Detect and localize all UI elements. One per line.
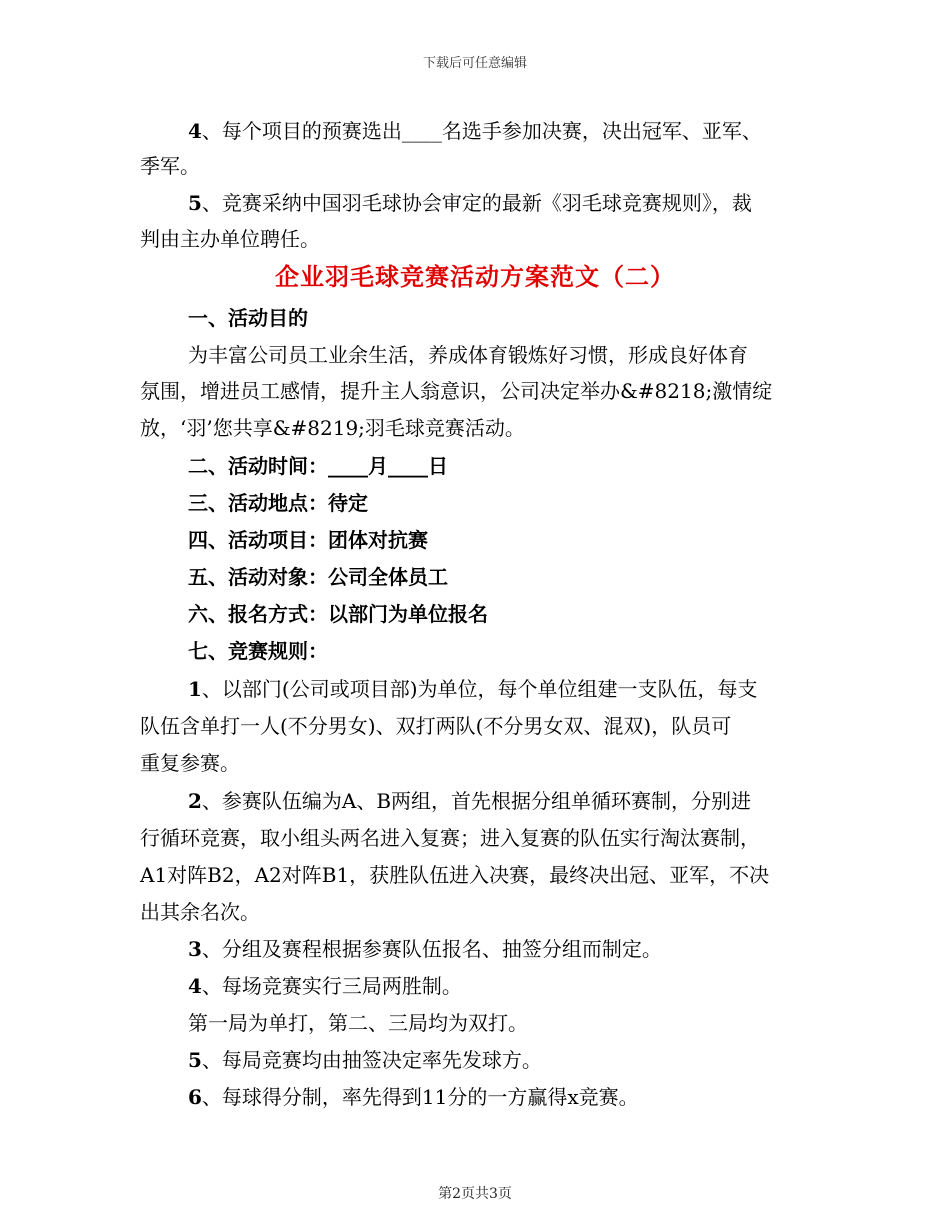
- item-number: 5: [188, 191, 202, 215]
- section-heading: 七、竞赛规则：: [188, 639, 328, 663]
- paragraph-line: 判由主办单位聘任。: [140, 227, 320, 251]
- section-heading: 二、活动时间：____月____日: [188, 454, 448, 478]
- item-number: 1: [188, 677, 202, 701]
- section-heading: 五、活动对象：公司全体员工: [188, 565, 448, 589]
- item-number: 2: [188, 789, 202, 813]
- paragraph-line: 行循环竞赛，取小组头两名进入复赛；进入复赛的队伍实行淘汰赛制，: [140, 826, 760, 850]
- paragraph-line: 重复参赛。: [140, 751, 240, 775]
- item-number: 5: [188, 1048, 202, 1072]
- paragraph-line: 为丰富公司员工业余生活，养成体育锻炼好习惯，形成良好体育: [188, 343, 748, 367]
- item-number: 3: [188, 937, 202, 961]
- paragraph-line: 5、每局竞赛均由抽签决定率先发球方。: [188, 1048, 542, 1072]
- section-heading: 一、活动目的: [188, 306, 308, 330]
- item-number: 6: [188, 1085, 202, 1109]
- item-number: 4: [188, 974, 202, 998]
- paragraph-line: 4、每个项目的预赛选出____名选手参加决赛，决出冠军、亚军、: [188, 119, 762, 143]
- document-title: 企业羽毛球竞赛活动方案范文（二）: [275, 262, 675, 291]
- paragraph-line: 2、参赛队伍编为A、B两组，首先根据分组单循环赛制，分别进: [188, 789, 752, 813]
- paragraph-line: 4、每场竞赛实行三局两胜制。: [188, 974, 462, 998]
- page-header: 下载后可任意编辑: [422, 56, 527, 71]
- section-heading: 四、活动项目：团体对抗赛: [188, 528, 428, 552]
- paragraph-line: 第一局为单打，第二、三局均为双打。: [188, 1011, 528, 1035]
- paragraph-line: 1、以部门(公司或项目部)为单位，每个单位组建一支队伍，每支: [188, 677, 758, 701]
- page-footer: 第2页共3页: [438, 1186, 512, 1202]
- paragraph-line: 3、分组及赛程根据参赛队伍报名、抽签分组而制定。: [188, 937, 662, 961]
- paragraph-line: 6、每球得分制，率先得到11分的一方赢得x竞赛。: [188, 1085, 639, 1109]
- section-heading: 六、报名方式：以部门为单位报名: [188, 602, 488, 626]
- paragraph-line: 季军。: [140, 154, 200, 178]
- paragraph-line: 氛围，增进员工感情，提升主人翁意识，公司决定举办&#8218;激情绽: [140, 379, 773, 403]
- paragraph-line: 放，‘羽’您共享&#8219;羽毛球竞赛活动。: [140, 416, 525, 440]
- paragraph-line: 5、竞赛采纳中国羽毛球协会审定的最新《羽毛球竞赛规则》，裁: [188, 191, 752, 215]
- paragraph-line: 队伍含单打一人(不分男女)、双打两队(不分男女双、混双)，队员可: [140, 714, 732, 738]
- paragraph-line: 出其余名次。: [140, 900, 260, 924]
- item-number: 4: [188, 119, 202, 143]
- paragraph-line: A1对阵B2，A2对阵B1，获胜队伍进入决赛，最终决出冠、亚军，不决: [140, 863, 770, 887]
- section-heading: 三、活动地点：待定: [188, 491, 368, 515]
